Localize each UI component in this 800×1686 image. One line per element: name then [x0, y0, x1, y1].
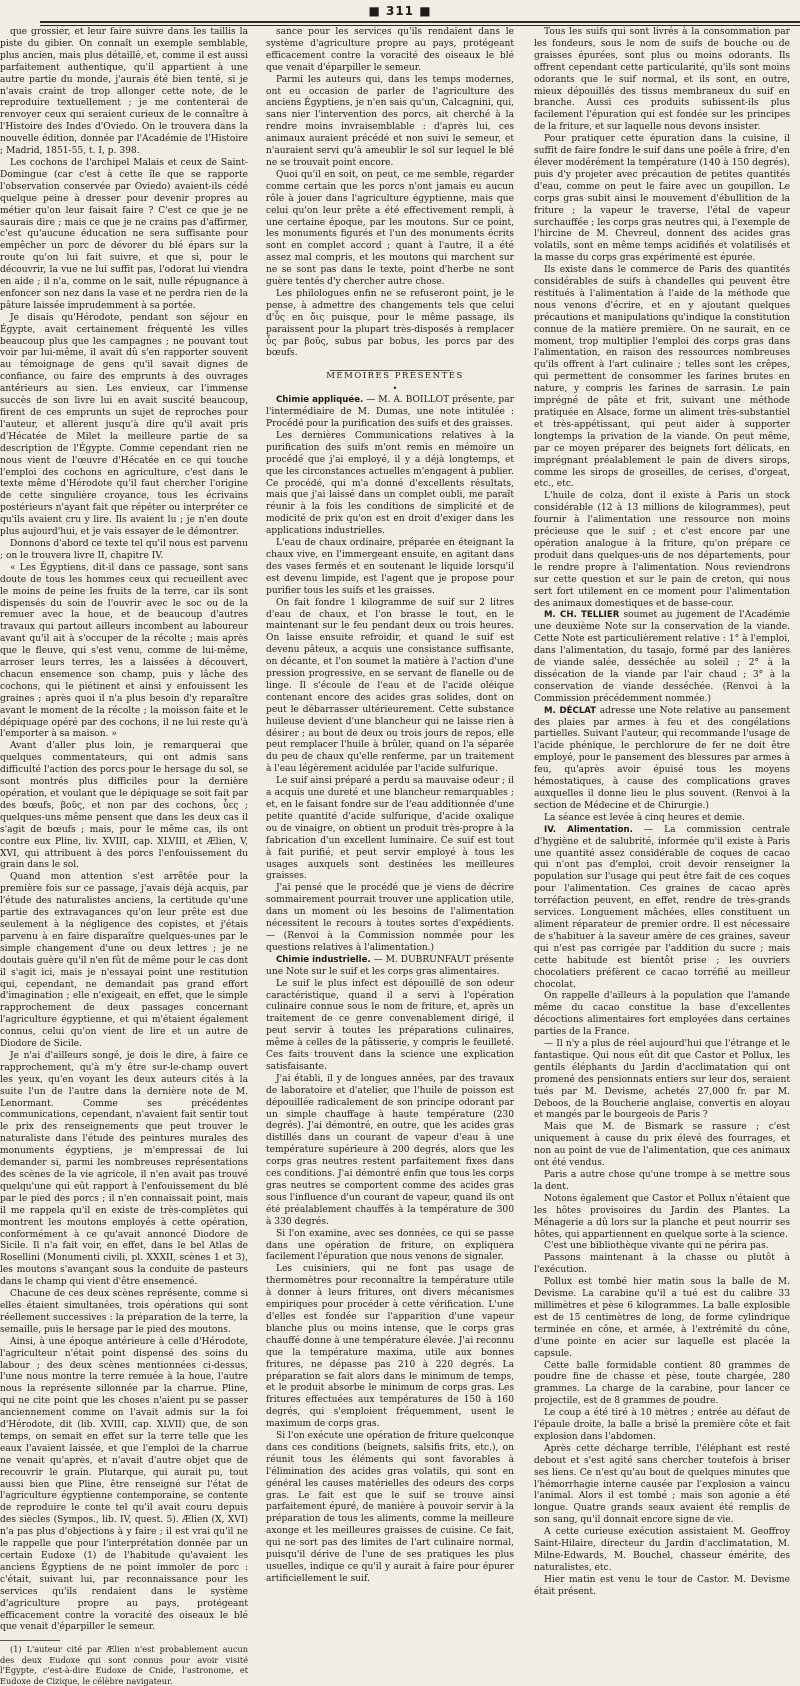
paragraph: Le suif le plus infect est dépouillé de son odeur caractéristique, quand il a servi à l'opération culinaire connue sous le nom de friture, et, après un traitement de ce genre convenablement dirigé, il peut servir à toutes les préparations culinaires, même à celles de la pâtisserie, y compris le feuilleté. Ces faits trouvent dans la science une explication satisfaisante.	[266, 978, 514, 1072]
paragraph: Ils existe dans le commerce de Paris des quantités considérables de suifs à chandelles qui peuvent être restitués à l'alimentation à l'aide de la méthode que nous venons d'écrire, et en y ajoutant quelques précautions et manipulations qu'indique la constitution connue de la matière première. On ne saurait, en ce moment, trop multiplier l'emploi des corps gras dans l'alimentation, en raison des ressources nombreuses qu'ils offrent à l'art culinaire ; telles sont les crêpes, qui permettent de consommer les farines brutes en nature, y compris les farines de sarrasin. Le pain imprégné de pâte et frit, suivant une méthode pratiquée en Alsace, forme un aliment très-substantiel et très-appétissant, qui peut aider à supporter longtemps la privation de la viande. On peut même, par ce moyen préparer des beignets fort délicats, en imprégnant préalablement le pain de divers sirops, comme les sirops de groseilles, de cerises, d'orgeat, etc., etc.	[534, 265, 790, 490]
paragraph: Pollux est tombé hier matin sous la balle de M. Devisme. La carabine qu'il a tué est du calibre 33 millimètres et pèse 6 kilogrammes. La balle explosible est de 15 centimètres de long, de forme cylindrique terminée en cône, et armée, à l'extrémité du cône, d'une pointe en acier sur laquelle est placée la capsule.	[534, 1277, 790, 1359]
paragraph: Les philologues enfin ne se refuseront point, je le pense, à admettre des changements tels que celui d'ὗς en ὄις puisque, pour le même passage, ils paraissent pour la plupart très-disposés à remplacer ὗς par βοῦς, subus par bobus, les porcs par des bœufs.	[266, 288, 514, 359]
column-2	[266, 27, 514, 1584]
rubric-declat: M. DÉCLAT	[544, 705, 597, 716]
paragraph-chimie-appliquee	[266, 395, 514, 431]
paragraph-alimentation	[534, 825, 790, 992]
paragraph: Les cuisiniers, qui ne font pas usage de thermomètres pour reconnaître la température utile à donner à leurs fritures, ont divers mécanismes empiriques pour procéder à cette vérification. L'une d'elles est fondée sur l'apparition d'une vapeur blanche plus ou moins intense, que le corps gras chauffé donne à une température élevée. J'ai reconnu que la température maxima, utile aux bonnes fritures, ne dépasse pas 210 à 220 degrés. La préparation se fait alors dans le minimum de temps, et le produit absorbe le minimum de corps gras. Les fritures effectuées aux températures de 150 à 160 degrés, qui s'emploient fréquemment, usent le maximum de corps gras.	[266, 1264, 514, 1430]
paragraph: Paris a autre chose qu'une trompe à se mettre sous la dent.	[534, 1170, 790, 1192]
paragraph: Cette balle formidable contient 80 grammes de poudre fine de chasse et pèse, toute chargée, 280 grammes. La charge de la carabine, pour lancer ce projectile, est de 8 grammes de poudre.	[534, 1360, 790, 1407]
paragraph: Donnons d'abord ce texte tel qu'il nous est parvenu ; on le trouvera livre II, chapitre IV.	[0, 538, 248, 561]
paragraph: On fait fondre 1 kilogramme de suif sur 2 litres d'eau de chaux, et l'on brasse le tout, en le maintenant sur le feu pendant deux ou trois heures. On laisse ensuite refroidir, et quand le suif est devenu pâteux, a acquis une consistance suffisante, on décante, et l'on soumet la matière à l'action d'une pression progressive, en se servant de flanelle ou de linge. Il s'écoule de l'eau et de l'acide oléique contenant encore des acides gras solides, dont on peut le débarrasser ultérieurement. Cette substance huileuse devient d'une blancheur qui ne laisse rien à désirer ; au bout de deux ou trois jours de repos, elle peut remplacer l'huile à brûler, quand on l'a séparée du peu de chaux qu'elle renferme, par un traitement à l'eau légèrement acidulée par l'acide sulfurique.	[266, 597, 514, 775]
text-chimie-appliquee: — M. A. BOILLOT présente, par l'intermédiaire de M. Dumas, une note intitulée : Procédé pour la purification des suifs et des graisses.	[266, 395, 514, 429]
paragraph: C'est une bibliothèque vivante qui ne périra pas.	[544, 1241, 769, 1252]
paragraph: Ainsi, à une époque antérieure à celle d'Hérodote, l'agriculteur n'était point dispensé des soins du labour ; des deux scènes mentionnées ci-dessus, l'une nous montre la terre remuée à la houe, l'autre nous la représente sillonnée par la charrue. Pline, qui ne cite point que les choses n'aient pu se passer anciennement comme on l'avait admis sur la foi d'Hérodote, dit (lib. XVIII, cap. XLVII) que, de son temps, on semait en effet sur la terre telle que les eaux l'avaient laissée, et que l'emploi de la charrue ne venait qu'après, et n'avait d'autre objet que de recouvrir le grain. Plutarque, qui aurait pu, tout aussi bien que Pline, être renseigné sur l'état de l'agriculture égyptienne contemporaine, se contente de reproduire le conte tel qu'il avait couru depuis des siècles (Sympos., lib. IV, quest. 5). Ælien (X, XVI) n'a pas plus d'objections à y faire ; il est vrai qu'il ne le rappelle que pour l'interprétation donnée par un certain Eudoxe (1) de l'habitude qu'avaient les anciens Égyptiens de ne point immoler de porc : c'était, suivant lui, par reconnaissance pour les services qu'ils rendaient dans le système d'agriculture propre au pays, protégeant efficacement contre la voracité des oiseaux le blé que venait d'éparpiller le semeur.	[0, 1336, 248, 1633]
footnote: (1) L'auteur cité par Ælien n'est probablement aucun des deux Eudoxe qui sont connus pour avoir visité l'Égypte, c'est-à-dire Eudoxe de Cnide, l'astronome, et Eudoxe de Cizique, le célèbre navigateur.	[0, 1644, 248, 1686]
paragraph: Notons également que Castor et Pollux n'étaient que les hôtes provisoires du Jardin des Plantes. La Ménagerie a dû lors sur la planche et peut nourrir ses hôtes, qui appartiennent en quelque sorte à la science.	[534, 1193, 790, 1240]
text-chimie-industrielle: — M. DUBRUNFAUT présente une Note sur le suif et les corps gras alimentaires.	[266, 954, 514, 977]
paragraph: Quand mon attention s'est arrêtée pour la première fois sur ce passage, j'avais déjà acquis, par l'étude des naturalistes anciens, la certitude qu'une partie des extravagances qu'on leur prête est due seulement à la négligence des copistes, et j'étais parvenu à en faire disparaître quelques-unes par le simple changement d'une ou deux lettres ; je ne doutais guère qu'il n'en fût de même pour le cas dont il s'agit ici, mais je n'essayai point une restitution qui, cependant, ne demandait pas grand effort d'imagination ; elle n'exigeait, en effet, que le simple rapprochement de deux passages concernant l'agriculture égyptienne, et qui m'étaient également connus, celui qu'on vient de lire et un autre de Diodore de Sicile.	[0, 872, 248, 1050]
paragraph: Pour pratiquer cette épuration dans la cuisine, il suffit de faire fondre le suif dans une poêle à frire, d'en élever modérément la température (140 à 150 degrés), puis d'y projeter avec précaution de petites quantités d'eau, comme on peut le faire avec un goupillon. Le corps gras subit ainsi le mouvement d'ébullition de la friture ; la vapeur le traverse, l'étal de vapeur surchauffée ; les corps gras neutres qui, à l'exemple de l'hircine de M. Chevreul, donnent des acides gras volatils, sont en même temps acidifiés et volatilisés et la masse du corps gras expérimenté est épurée.	[534, 134, 790, 264]
footnote-rule	[0, 1640, 60, 1641]
column-3-body-start	[534, 27, 790, 610]
header-rule-thin	[40, 25, 800, 26]
column-3	[534, 27, 791, 1597]
text-alimentation: — La commission centrale d'hygiène et de salubrité, informée qu'il existe à Paris une quantité assez considérable de coques de cacao qui n'ont pas d'emploi, croit devoir renseigner la population sur l'usage qui peut être fait de ces coques pour l'alimentation. Ces graines de cacao après torréfaction peuvent, en effet, rendre de très-grands services. Longuement mâchées, elles constituent un aliment réparateur de premier ordre. Il est nécessaire de s'habituer à la saveur amère de ces graines, saveur qui n'est pas corrigée par l'addition du sucre ; mais cette habitude est bientôt prise ; les ouvriers chocolatiers préfèrent ce cacao torréfié au meilleur chocolat.	[534, 824, 790, 990]
rubric-alimentation: IV. Alimentation.	[544, 824, 633, 835]
column-2-body-end	[266, 979, 514, 1586]
paragraph: Tous les suifs qui sont livrés à la consommation par les fondeurs, sous le nom de suifs de bouche ou de graisses épurées, sont plus ou moins odorants. Ils offrent cependant cette particularité, qu'ils sont moins odorants que le suif normal, et ils sont, en outre, mieux dépouillés des tissus membraneux du suif en branche. Aussi ces produits subissent-ils plus facilement l'épuration qui est fondée sur les principes de la friture, et sur laquelle nous devons insister.	[534, 27, 790, 133]
paragraph-tellier	[534, 610, 790, 705]
paragraph: Passons maintenant à la chasse ou plutôt à l'exécution.	[534, 1253, 790, 1276]
paragraph: Les dernières Communications relatives à la purification des suifs m'ont remis en mémoire un procédé que j'ai employé, il y a déjà longtemps, et que les circonstances actuelles m'engagent à publier. Ce procédé, qui m'a donné d'excellents résultats, mais que j'ai laissé dans un complet oubli, me paraît réunir à la fois les conditions de simplicité et de modicité de prix qu'on est en droit d'exiger dans les applications industrielles.	[266, 430, 514, 537]
paragraph: J'ai établi, il y de longues années, par des travaux de laboratoire et d'atelier, que l'huile de poisson est dépouillée radicalement de son principe odorant par un simple chauffage à haute température (230 degrés). J'ai démontré, en outre, que les acides gras distillés dans un courant de vapeur d'eau à une température supérieure à 200 degrés, alors que les corps gras neutres restent parfaitement fixes dans ces conditions. J'ai démontré enfin que tous les corps gras neutres se comportent comme des acides gras sous l'influence d'un courant de vapeur, quand ils ont été préalablement chauffés à la température de 300 à 330 degrés.	[266, 1073, 514, 1227]
rubric-chimie-appliquee: Chimie appliquée.	[276, 395, 364, 406]
paragraph: sance pour les services qu'ils rendaient dans le système d'agriculture propre au pays, protégeant efficacement contre la voracité des oiseaux le blé que venait d'éparpiller le semeur.	[266, 27, 514, 73]
paragraph: Quoi qu'il en soit, on peut, ce me semble, regarder comme certain que les porcs n'ont jamais eu aucun rôle à jouer dans l'agriculture égyptienne, mais que celui qu'on leur prête a été effectivement rempli, à une certaine époque, par les moutons. Sur ce point, les monuments figurés et l'un des monuments écrits sont en complet accord ; quant à l'autre, il a été assez mal compris, et les moutons qui marchent sur ne se sont pas dans le texte, point d'herbe ne sont guère tentés d'y chercher autre chose.	[266, 169, 514, 288]
text-declat: adresse une Note relative au pansement des plaies par armes à feu et des congélations partielles. Suivant l'auteur, qui recommande l'usage de l'acide phénique, le perchlorure de fer ne doit être employé, pour le pansement des blessures par armes à feu, qu'après avoir épuisé tous les moyens hémostatiques, à cause des complications graves auxquelles il donne lieu le plus souvent. (Renvoi à la section de Médecine et de Chirurgie.)	[534, 705, 790, 811]
paragraph: Avant d'aller plus loin, je remarquerai que quelques commentateurs, qui ont admis sans difficulté l'action des porcs pour le hersage du sol, se sont montrés plus difficiles pour la dernière opération, et voulant que le dépiquage se soit fait par des bœufs, βοῦς, et non par des cochons, ὗες ; quelques-uns même pensent que dans les deux cas il s'agit de bœufs ; mais, pour le même cas, ils ont contre eux Pline, liv. XVIII, cap. XLVIII, et Ælien, V, XVI, qui attribuent à des porcs l'enfouissement du grain dans le sol.	[0, 741, 248, 871]
paragraph: On rappelle d'ailleurs à la population que l'amande même du cacao constitue la base d'excellentes décoctions alimentaires fort employées dans certaines parties de la France.	[534, 991, 790, 1038]
column-3-body-end	[534, 991, 790, 1598]
header-rule	[40, 21, 800, 23]
paragraph: Chacune de ces deux scènes représente, comme si elles étaient simultanées, trois opérations qui sont réellement successives : la préparation de la terre, la semaille, puis le hersage par le pied des moutons.	[0, 1289, 248, 1335]
paragraph: Je n'ai d'ailleurs songé, je dois le dire, à faire ce rapprochement, qu'à m'y être sur-le-champ ouvert les yeux, qu'en voyant les deux auteurs cités à la suite l'un de l'autre dans la dernière note de M. Lenormant. Comme ses précédentes communications, cependant, n'avaient fait sentir tout le prix des renseignements que peut trouver le naturaliste dans l'étude des peintures murales des monuments égyptiens, je m'empressai de lui demander si, parmi les nombreuses représentations des scènes de la vie agricole, il n'en avait pas trouvé quelqu'une qui eût rapport à l'enfouissement du blé par le pied des porcs ; il n'en connaissait point, mais il me rappela qu'il en existe de très-complètes qui montrent les moutons employés à cette opération, conformément à ce qu'avait annoncé Diodore de Sicile. Il n'a fait voir, en effet, dans le bel Atlas de Rosellini (Monumenti civili, pl. XXXII, scènes 1 et 3), les moutons s'avançant sous la conduite de pasteurs dans le champ qui vient d'être ensemencé.	[0, 1050, 248, 1288]
paragraph: que grossier, et leur faire suivre dans les taillis la piste du gibier. On connaît un exemple semblable, plus ancien, mais plus détaillé, et, comme il est aussi parfaitement authentique, qu'il appartient à une autre partie du monde, j'aurais été bien tenté, si je n'avais craint de trop allonger cette note, de le reproduire textuellement ; je me contenterai de renvoyer ceux qui seraient curieux de le connaître à l'Histoire des Indes d'Oviedo. On le trouvera dans la nouvelle édition, donnée par l'Académie de l'Histoire ; Madrid, 1851-55, t. I, p. 398.	[0, 27, 248, 157]
paragraph: Mais que M. de Bismark se rassure ; c'est uniquement à cause du prix élevé des fourrages, et non au point de vue de l'alimentation, que ces animaux ont été vendus.	[534, 1122, 790, 1169]
paragraph: Hier matin est venu le tour de Castor. M. Devisme était présent.	[534, 1574, 790, 1597]
paragraph-declat	[534, 706, 790, 813]
paragraph: Si l'on examine, avec ses données, ce qui se passe dans une opération de friture, on expliquera facilement l'épuration que nous venons de signaler.	[266, 1228, 514, 1263]
column-1	[0, 27, 248, 1686]
column-2-body-middle	[266, 431, 514, 955]
paragraph: Le coup a été tiré à 10 mètres ; entrée au défaut de l'épaule droite, la balle a brisé la première côte et fait explosion dans l'abdomen.	[534, 1408, 790, 1442]
paragraph: Les cochons de l'archipel Malais et ceux de Saint-Domingue (car c'est à cette île que se rapporte l'observation conservée par Oviedo) avaient-ils cédé quelque peine à dresser pour devenir propres au métier qu'on leur faisait faire ? C'est ce que je ne saurais dire ; mais ce que je ne crains pas d'affirmer, c'est qu'aucune éducation ne sera suffisante pour empêcher un porc de dévorer du blé épars sur la route qu'on lui fait suivre, et que si, pour le découvrir, la vue ne lui suffit pas, l'odorat lui viendra en aide ; il n'a, comme on le sait, nulle répugnance à enfoncer son nez dans la vase et ne perdra rien de la pâture laissée imprudemment à sa portée.	[0, 157, 248, 311]
column-1-body	[0, 27, 248, 1634]
rubric-chimie-industrielle: Chimie industrielle.	[276, 954, 371, 965]
section-ornament: •	[392, 384, 398, 394]
paragraph: Je disais qu'Hérodote, pendant son séjour en Égypte, avait certainement fréquenté les villes beaucoup plus que les campagnes ; ne pouvant tout voir par lui-même, il avait dû s'en rapporter souvent au témoignage de gens qu'il savait dignes de confiance, ou faire des emprunts à des ouvrages antérieurs au sien. Les envieux, car l'immense succès de son livre lui en avait suscité beaucoup, firent de ces emprunts un sujet de reproches pour l'auteur, et allèrent jusqu'à dire qu'il avait pris d'Hécatée de Milet la meilleure partie de sa description de l'Égypte. Comme cependant rien ne nous vient de l'œuvre d'Hécatée en ce qui touche l'emploi des cochons en agriculture, c'est dans le texte même d'Hérodote qu'il faut chercher l'origine de cette singulière croyance, tous les écrivains postérieurs n'ayant fait que répéter ou interpréter ce qu'ils avaient cru y lire. Ils avaient lu ; je n'en doute plus aujourd'hui, et je vais essayer de le démontrer.	[0, 312, 248, 538]
paragraph: L'eau de chaux ordinaire, préparée en éteignant la chaux vive, en l'immergeant ensuite, en agitant dans des vases fermés et en soutenant le liquide lorsqu'il est devenu limpide, est l'agent que je propose pour purifier tous les suifs et les graisses.	[266, 538, 514, 596]
paragraph: Si l'on exécute une opération de friture quelconque dans ces conditions (beignets, salsifis frits, etc.), on réunit tous les éléments qui sont favorables à l'élimination des acides gras volatils, qui sont en général les causes matérielles des odeurs des corps gras. Le fait est que le suif se trouve ainsi parfaitement épuré, de manière à pouvoir servir à la préparation de tous les aliments, comme la meilleure axonge et les meilleures graisses de cuisine. Ce fait, qui ne sort pas des limites de l'art culinaire normal, puisqu'il dérive de l'une de ses pratiques les plus usuelles, indique ce qu'il y aurait à faire pour épurer artificiellement le suif.	[266, 1431, 514, 1584]
paragraph: J'ai pensé que le procédé que je viens de décrire sommairement pourrait trouver une application utile, dans un moment où les besoins de l'alimentation nécessitent le recours à toutes sortes d'expédients. — (Renvoi à la Commission nommée pour les questions relatives à l'alimentation.)	[266, 883, 514, 953]
paragraph: « Les Égyptiens, dit-il dans ce passage, sont sans doute de tous les hommes ceux qui recueillent avec le moins de peine les fruits de la terre, car ils sont dispensés du soin de l'ouvrir avec le soc ou de la remuer avec la houe, et de beaucoup d'autres travaux qui partout ailleurs incombent au laboureur avant qu'il ait à s'occuper de la récolte ; mais après que le fleuve, qui s'est venu, comme de lui-même, arroser leurs terres, les a laissées à découvert, chacun ensemence son champ, puis y lâche des cochons, qui le piétinent et ainsi y enfouissent les graines ; après quoi il n'a plus besoin d'y reparaître avant le moment de la récolte ; la moisson faite et le dépiquage opéré par des cochons, il ne lui reste qu'à l'emporter à sa maison. »	[0, 562, 248, 740]
paragraph: L'huile de colza, dont il existe à Paris un stock considérable (12 à 13 millions de kilogrammes), peut fournir à l'alimentation une ressource non moins précieuse que le suif ; et c'est encore par une opération analogue à la friture, qu'on prépare ce produit dans quelques-uns de nos départements, pour le rendre propre à l'alimentation. Nous reviendrons sur cette question et sur le pain de creton, qui nous sert fort utilement en ce moment pour l'alimentation des animaux domestiques et de basse-cour.	[534, 491, 790, 609]
paragraph: Après cette décharge terrible, l'éléphant est resté debout et s'est agité sans chercher toutefois à briser ses liens. Ce n'est qu'au bout de quelques minutes que l'hémorrhagie interne causée par l'explosion a vaincu l'animal. Alors il est tombé ; mais son agonie a été longue. Quatre grands seaux avaient été remplis de son sang, qu'il donnait encore signe de vie.	[534, 1443, 790, 1526]
column-2-body-start	[266, 27, 514, 360]
paragraph: A cette curieuse exécution assistaient M. Geoffroy Saint-Hilaire, directeur du Jardin d'acclimatation, M. Milne-Edwards, M. Bouchel, chasseur émérite, des naturalistes, etc.	[534, 1527, 790, 1573]
paragraph: Parmi les auteurs qui, dans les temps modernes, ont eu occasion de parler de l'agriculture des anciens Égyptiens, je n'en sais qu'un, Calcagnini, qui, sans nier l'intervention des porcs, ait cherché à la rendre moins invraisemblable : d'après lui, ces animaux auraient précédé et non suivi le semeur, et n'auraient servi qu'à ameublir le sol sur lequel le blé ne se trouvait point encore.	[266, 74, 514, 168]
paragraph: Le suif ainsi préparé a perdu sa mauvaise odeur ; il a acquis une dureté et une blancheur remarquables ; et, en le faisant fondre sur de l'eau additionnée d'une petite quantité d'acide sulfurique, d'acide oxalique ou de vinaigre, on obtient un produit très-propre à la fabrication d'un excellent luminaire. Ce suif est tout à fait purifié, et peut servir employé à tous les usages auxquels sont destinées les meilleures graisses.	[266, 776, 514, 882]
page-number: ■ 311 ■	[368, 4, 432, 18]
section-title: MÉMOIRES PRÉSENTÉS	[326, 371, 464, 382]
seance-levee: La séance est levée à cinq heures et demie.	[544, 812, 745, 823]
paragraph: — Il n'y a plus de réel aujourd'hui que l'étrange et le fantastique. Qui nous eût dit que Castor et Pollux, les gentils éléphants du Jardin d'acclimatation qui ont promené des pensionnats entiers sur leur dos, seraient tués par M. Devisme, achetés 27,000 fr. par M. Deboos, de la Boucherie anglaise, convertis en aloyau et mangés par le bourgeois de Paris ?	[534, 1039, 790, 1121]
text-tellier: soumet au jugement de l'Académie une deuxième Note sur la conservation de la viande. Cette Note est particulièrement relative : 1° à l'emploi, dans l'alimentation, du tasajo, formé par des lanières de viande salée, desséchée au soleil ; 2° à la dissécation de la viande par l'air chaud ; 3° à la conservation de viande desséchée. (Renvoi à la Commission précédemment nommée.)	[534, 610, 791, 704]
paragraph-chimie-industrielle	[266, 955, 514, 979]
rubric-tellier: M. CH. TELLIER	[544, 610, 620, 621]
